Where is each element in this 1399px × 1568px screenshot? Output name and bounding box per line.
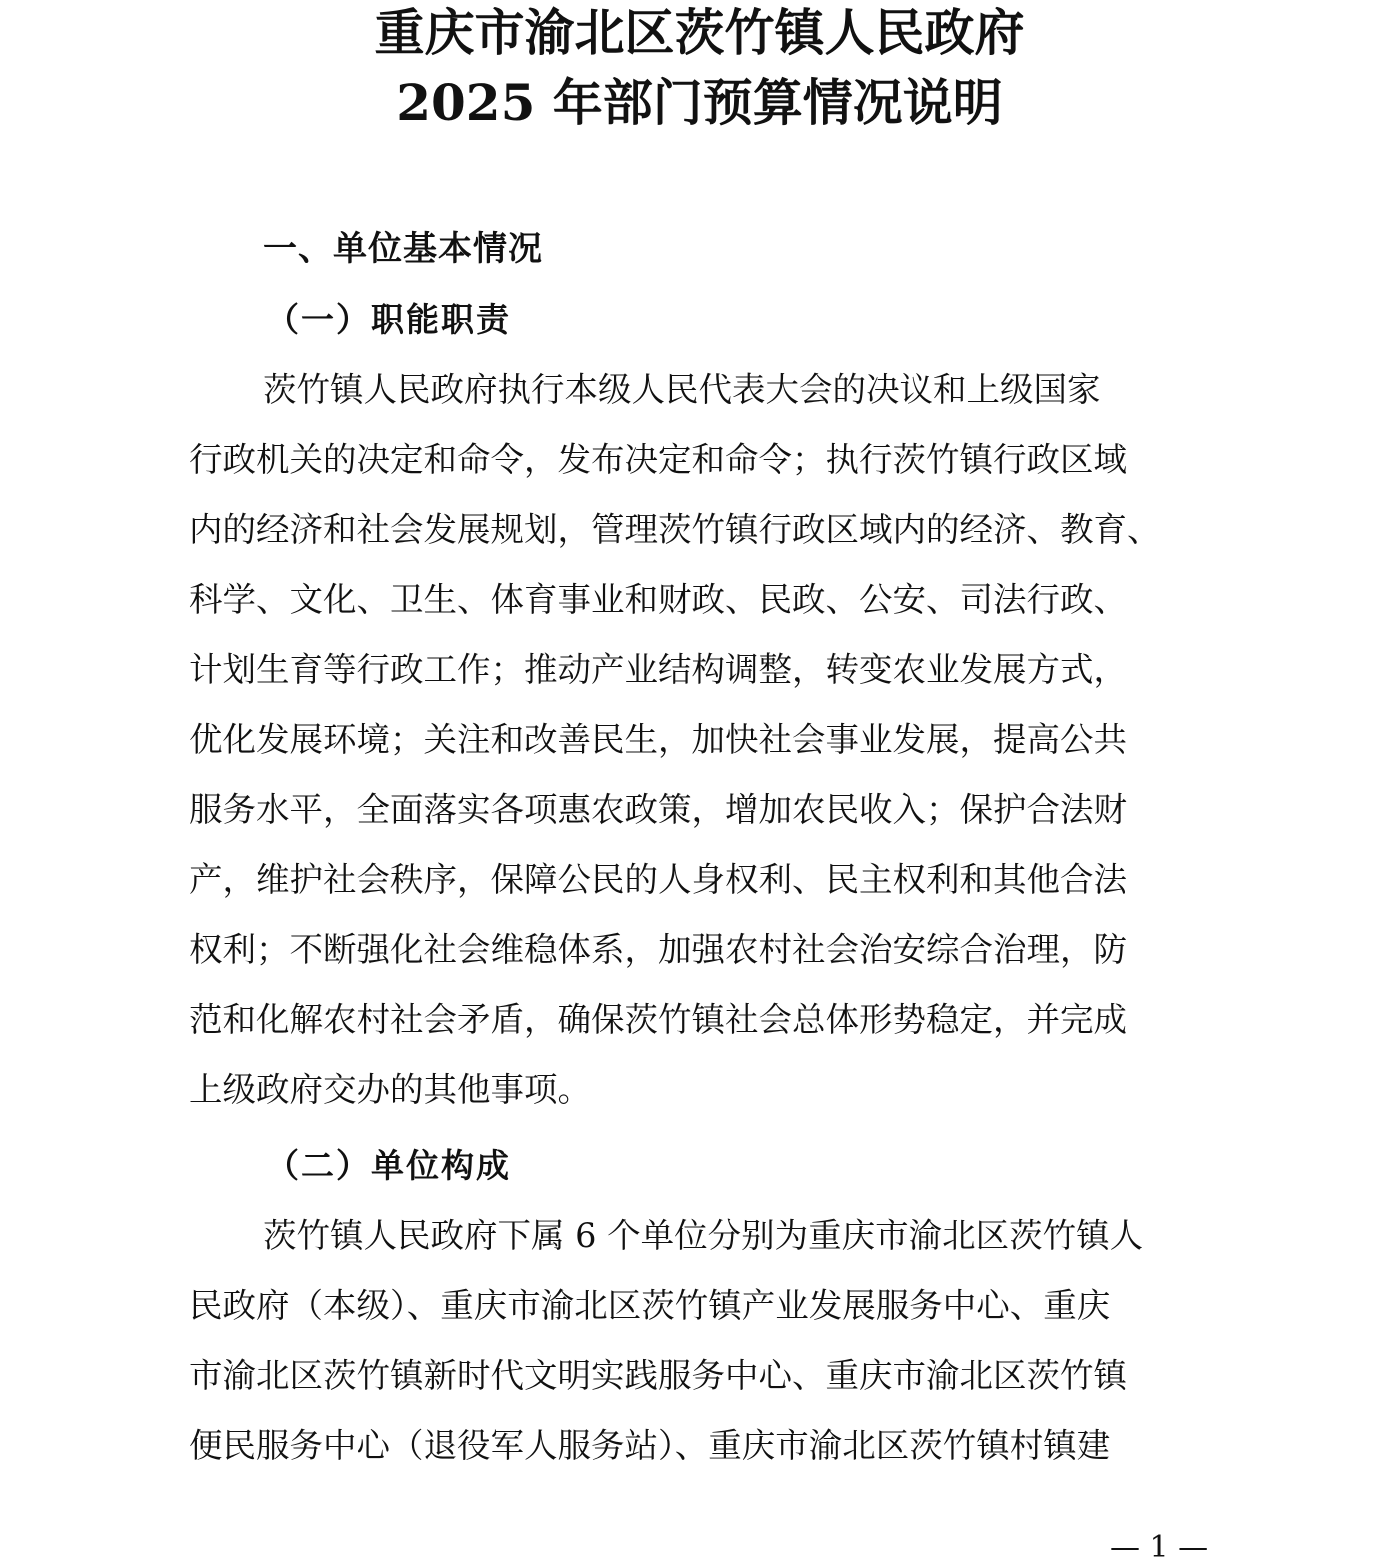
paragraph-line: 民政府（本级）、重庆市渝北区茨竹镇产业发展服务中心、重庆	[189, 1286, 1111, 1325]
page-number: — 1 —	[1110, 1530, 1209, 1565]
paragraph-line: 便民服务中心（退役军人服务站）、重庆市渝北区茨竹镇村镇建	[189, 1426, 1111, 1465]
paragraph-line: 范和化解农村社会矛盾，确保茨竹镇社会总体形势稳定，并完成	[189, 1000, 1127, 1039]
paragraph-line: 科学、文化、卫生、体育事业和财政、民政、公安、司法行政、	[189, 580, 1127, 619]
paragraph-line: 产，维护社会秩序，保障公民的人身权利、民主权利和其他合法	[189, 860, 1127, 899]
paragraph-line: 市渝北区茨竹镇新时代文明实践服务中心、重庆市渝北区茨竹镇	[189, 1356, 1127, 1395]
paragraph-line: 服务水平，全面落实各项惠农政策，增加农民收入；保护合法财	[189, 790, 1127, 829]
paragraph-line: 优化发展环境；关注和改善民生，加快社会事业发展，提高公共	[189, 720, 1127, 759]
paragraph-line: 茨竹镇人民政府执行本级人民代表大会的决议和上级国家	[263, 370, 1101, 409]
paragraph-line: 内的经济和社会发展规划，管理茨竹镇行政区域内的经济、教育、	[189, 510, 1161, 549]
section-heading-basic-info: 一、单位基本情况	[263, 229, 543, 269]
subheading-unit-structure: （二）单位构成	[266, 1146, 511, 1185]
subheading-duties: （一）职能职责	[266, 300, 511, 339]
paragraph-line: 行政机关的决定和命令，发布决定和命令；执行茨竹镇行政区域	[189, 440, 1127, 479]
document-title-line-2: 2025 年部门预算情况说明	[396, 73, 1003, 132]
paragraph-line: 上级政府交办的其他事项。	[189, 1070, 591, 1109]
paragraph-line: 权利；不断强化社会维稳体系，加强农村社会治安综合治理，防	[189, 930, 1127, 969]
document-title-line-1: 重庆市渝北区茨竹镇人民政府	[374, 3, 1025, 62]
paragraph-line: 计划生育等行政工作；推动产业结构调整，转变农业发展方式，	[189, 650, 1127, 689]
paragraph-line: 茨竹镇人民政府下属 6 个单位分别为重庆市渝北区茨竹镇人	[263, 1216, 1144, 1255]
